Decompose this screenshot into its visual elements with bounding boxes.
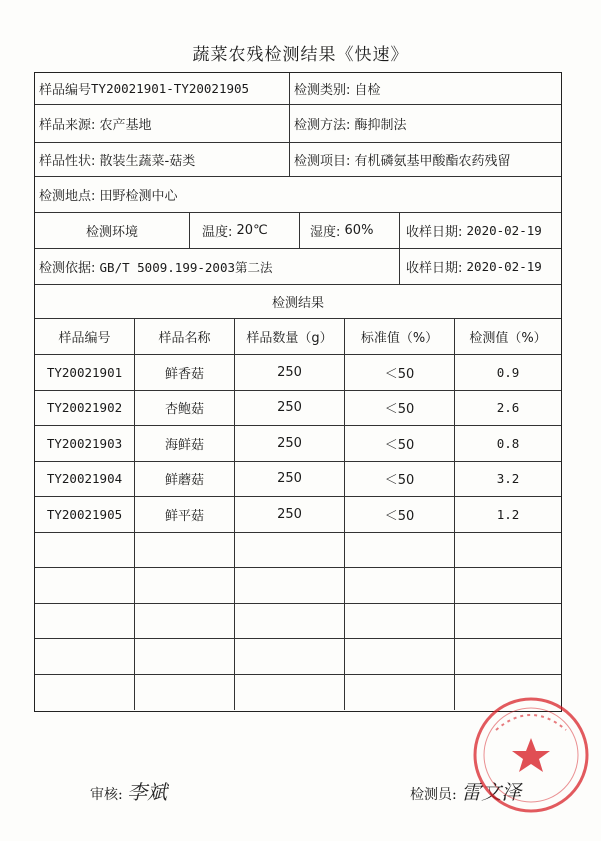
table-cell	[455, 497, 561, 533]
empty-cell	[35, 533, 135, 569]
empty-cell	[345, 639, 455, 675]
table-cell	[345, 391, 455, 427]
item-value: 有机磷氨基甲酸酯农药残留	[354, 154, 511, 169]
source-label: 样品来源:	[39, 118, 96, 133]
table-cell	[455, 426, 561, 462]
cell-val: 0.8	[496, 435, 520, 451]
results-heading: 检测结果	[271, 296, 324, 311]
nature-cell	[35, 143, 290, 177]
table-cell	[345, 497, 455, 533]
empty-cell	[135, 639, 235, 675]
nature-value: 散装生蔬菜-菇类	[99, 154, 196, 169]
reviewer-label: 审核:	[90, 787, 123, 803]
cell-std: ＜50	[384, 437, 415, 453]
source-value: 农产基地	[99, 118, 152, 133]
sample-no-value: TY20021901-TY20021905	[91, 81, 250, 96]
table-cell	[345, 462, 455, 498]
reviewer-signature: 李斌	[127, 780, 168, 804]
empty-cell	[345, 533, 455, 569]
table-cell	[135, 497, 235, 533]
humidity-value: 60%	[344, 223, 374, 238]
receive-date-value: 2020-02-19	[466, 223, 542, 238]
cell-std: ＜50	[384, 366, 415, 382]
basis-cell	[35, 249, 400, 285]
place-value: 田野检测中心	[99, 189, 178, 204]
column-header	[345, 319, 455, 355]
empty-cell	[345, 568, 455, 604]
item-label: 检测项目:	[294, 154, 351, 169]
table-cell	[35, 497, 135, 533]
empty-cell	[235, 604, 345, 640]
method-value: 酶抑制法	[354, 118, 407, 133]
place-cell	[35, 177, 561, 213]
place-label: 检测地点:	[39, 189, 96, 204]
reviewer-block	[90, 776, 167, 805]
cell-std: ＜50	[384, 508, 415, 524]
empty-cell	[35, 604, 135, 640]
empty-cell	[235, 533, 345, 569]
test-type-label: 检测类别:	[294, 83, 351, 98]
method-cell	[290, 105, 561, 143]
empty-cell	[35, 675, 135, 711]
test-type-value: 自检	[354, 83, 381, 98]
table-cell	[455, 355, 561, 391]
table-cell	[235, 497, 345, 533]
basis-value: GB/T 5009.199-2003第二法	[99, 259, 273, 275]
empty-cell	[235, 568, 345, 604]
basis-label: 检测依据:	[39, 261, 96, 276]
seal-star-icon	[512, 738, 550, 772]
document-title: 蔬菜农残检测结果《快速》	[192, 45, 409, 65]
empty-cell	[135, 568, 235, 604]
env-label-cell	[35, 213, 190, 249]
report-table	[34, 72, 562, 712]
empty-cell	[135, 675, 235, 711]
receive-date-label: 收样日期:	[406, 225, 463, 240]
column-header	[235, 319, 345, 355]
cell-name: 海鲜菇	[164, 437, 204, 453]
method-label: 检测方法:	[294, 118, 351, 133]
column-header	[135, 319, 235, 355]
sample-no-cell	[35, 73, 290, 105]
results-heading-cell	[35, 285, 561, 319]
cell-val: 2.6	[496, 400, 520, 416]
column-header-label: 样品编号	[58, 331, 111, 346]
cell-no: TY20021905	[46, 506, 123, 522]
table-cell	[235, 462, 345, 498]
table-cell	[135, 355, 235, 391]
cell-qty: 250	[277, 435, 302, 451]
test-type-cell	[290, 73, 561, 105]
column-header	[455, 319, 561, 355]
inspector-label: 检测员:	[410, 787, 457, 803]
receive-date2-label: 收样日期:	[406, 261, 463, 276]
cell-qty: 250	[277, 364, 302, 380]
cell-val: 1.2	[496, 506, 520, 522]
empty-cell	[135, 533, 235, 569]
cell-qty: 250	[277, 400, 302, 416]
table-cell	[345, 426, 455, 462]
cell-val: 0.9	[496, 364, 520, 380]
empty-cell	[235, 639, 345, 675]
cell-name: 杏鲍菇	[164, 402, 204, 418]
humidity-label: 湿度:	[310, 225, 341, 240]
table-cell	[235, 426, 345, 462]
cell-name: 鲜平菇	[164, 508, 204, 524]
table-cell	[35, 426, 135, 462]
empty-cell	[455, 604, 561, 640]
column-header	[35, 319, 135, 355]
cell-name: 鲜蘑菇	[164, 473, 204, 489]
cell-no: TY20021903	[46, 435, 123, 451]
cell-qty: 250	[277, 471, 302, 487]
table-cell	[135, 426, 235, 462]
empty-cell	[235, 675, 345, 711]
official-seal	[466, 690, 596, 820]
item-cell	[290, 143, 561, 177]
table-cell	[235, 355, 345, 391]
table-cell	[35, 391, 135, 427]
table-cell	[35, 462, 135, 498]
cell-no: TY20021901	[46, 364, 123, 380]
temp-label: 温度:	[202, 225, 233, 240]
humidity-cell	[300, 213, 400, 249]
table-cell	[345, 355, 455, 391]
empty-cell	[35, 639, 135, 675]
table-cell	[455, 391, 561, 427]
cell-name: 鲜香菇	[164, 366, 204, 382]
inspector-signature: 雷文泽	[461, 780, 522, 804]
empty-cell	[135, 604, 235, 640]
receive-date-cell	[400, 213, 561, 249]
empty-cell	[345, 675, 455, 711]
cell-no: TY20021902	[46, 400, 123, 416]
cell-std: ＜50	[384, 402, 415, 418]
cell-qty: 250	[277, 506, 302, 522]
nature-label: 样品性状:	[39, 154, 96, 169]
empty-cell	[455, 533, 561, 569]
table-cell	[135, 391, 235, 427]
temp-value: 20℃	[236, 223, 268, 238]
empty-cell	[455, 639, 561, 675]
table-cell	[455, 462, 561, 498]
temp-cell	[190, 213, 300, 249]
table-cell	[35, 355, 135, 391]
cell-val: 3.2	[496, 471, 520, 487]
seal-text-arc	[496, 715, 566, 730]
sample-no-label: 样品编号	[39, 83, 92, 98]
empty-cell	[455, 568, 561, 604]
column-header-label: 检测值（%）	[469, 331, 547, 346]
env-label: 检测环境	[85, 225, 138, 240]
empty-cell	[35, 568, 135, 604]
cell-no: TY20021904	[46, 471, 123, 487]
receive-date2-value: 2020-02-19	[466, 259, 542, 274]
column-header-label: 样品名称	[158, 331, 211, 346]
table-cell	[135, 462, 235, 498]
receive-date2-cell	[400, 249, 561, 285]
source-cell	[35, 105, 290, 143]
table-cell	[235, 391, 345, 427]
cell-std: ＜50	[384, 473, 415, 489]
column-header-label: 标准值（%）	[360, 331, 439, 346]
empty-cell	[345, 604, 455, 640]
column-header-label: 样品数量（g）	[246, 331, 333, 346]
